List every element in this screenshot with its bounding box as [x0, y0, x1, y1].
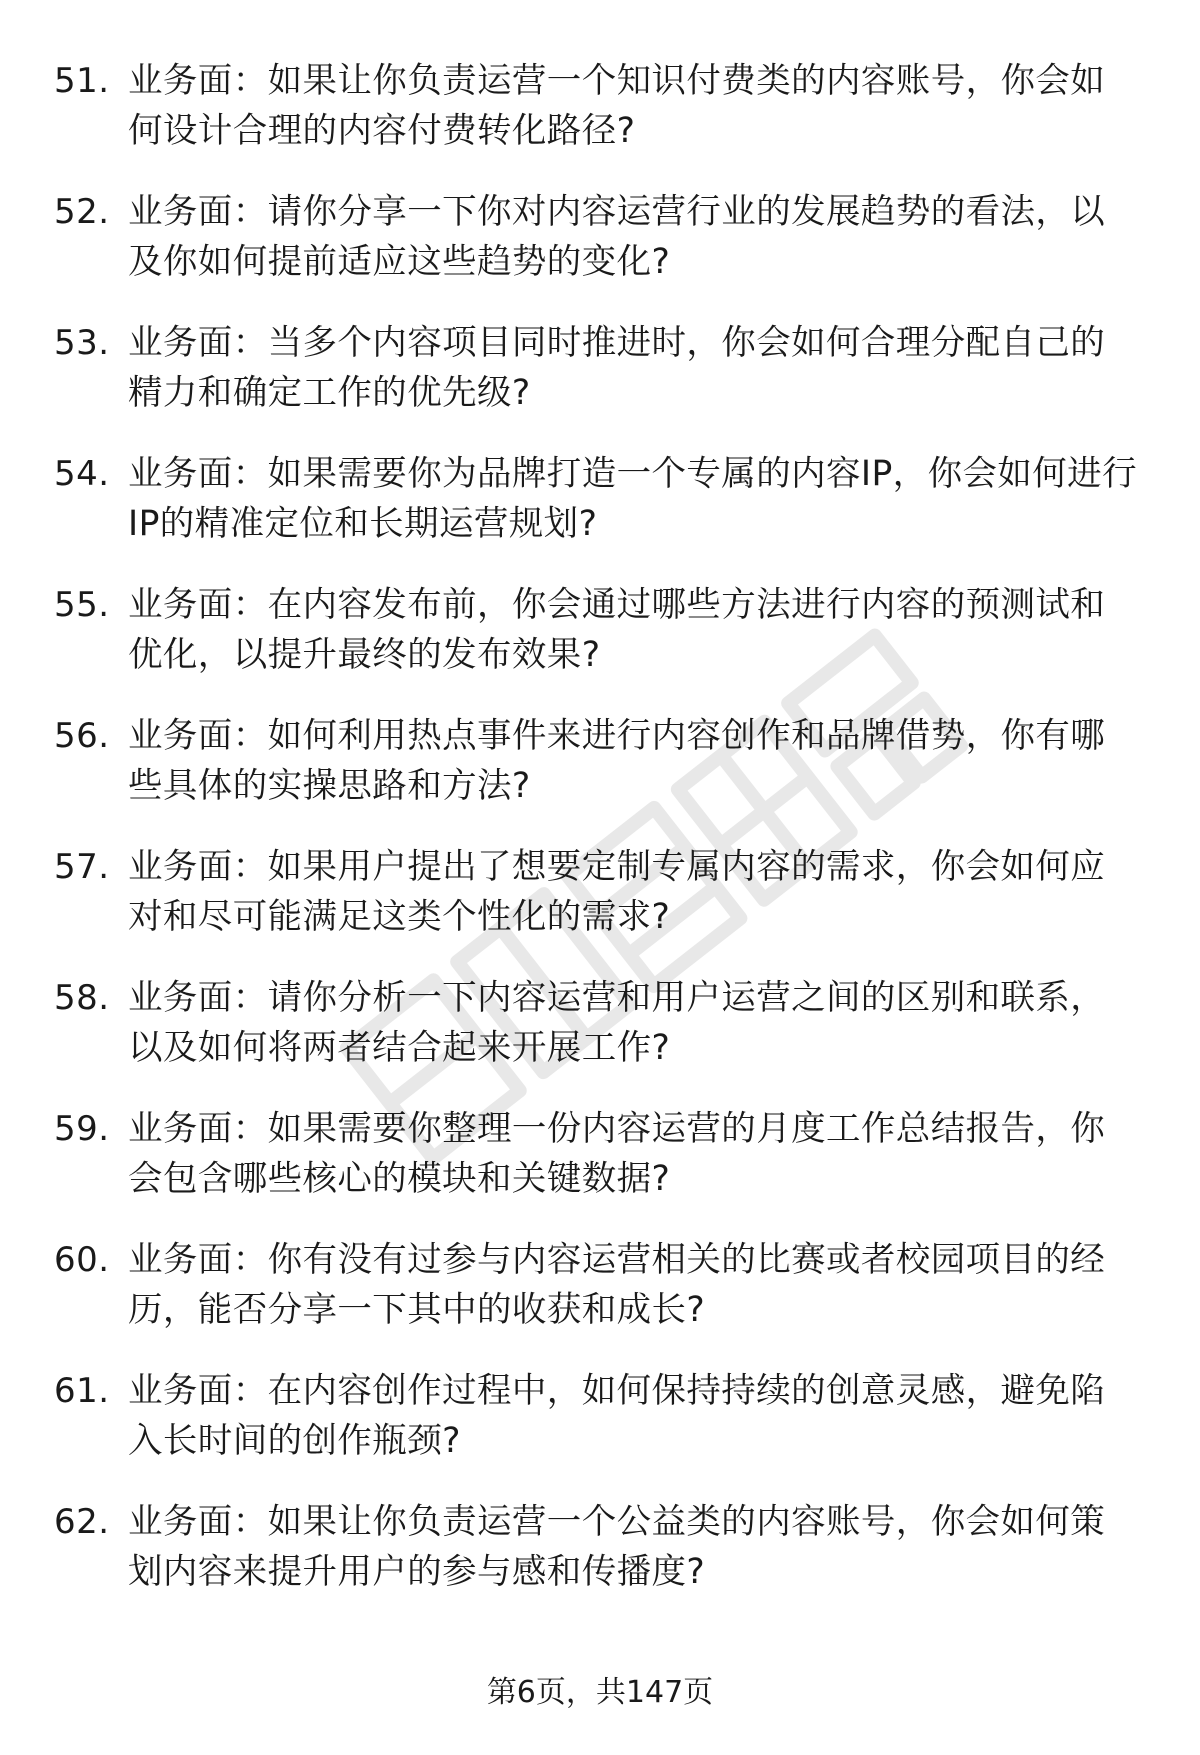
question-text: 业务面：在内容创作过程中，如何保持持续的创意灵感，避免陷入长时间的创作瓶颈? — [128, 1371, 1106, 1461]
question-item-54 — [0, 449, 1200, 580]
question-number: 52. — [54, 192, 110, 232]
question-number: 61. — [54, 1371, 110, 1411]
question-number: 53. — [54, 323, 110, 363]
question-text: 业务面：在内容发布前，你会通过哪些方法进行内容的预测试和优化，以提升最终的发布效果? — [128, 585, 1106, 675]
question-item-51 — [0, 56, 1200, 187]
question-item-59 — [0, 1104, 1200, 1235]
question-text: 业务面：你有没有过参与内容运营相关的比赛或者校园项目的经历，能否分享一下其中的收获和成长? — [128, 1240, 1106, 1330]
question-list — [0, 56, 1200, 1628]
question-item-58 — [0, 973, 1200, 1104]
question-number: 54. — [54, 454, 110, 494]
question-text: 业务面：如果需要你为品牌打造一个专属的内容IP，你会如何进行IP的精准定位和长期运营规划? — [128, 454, 1137, 544]
question-number: 60. — [54, 1240, 110, 1280]
question-text: 业务面：请你分析一下内容运营和用户运营之间的区别和联系，以及如何将两者结合起来开展工作? — [128, 978, 1106, 1068]
page-footer — [0, 1673, 1200, 1713]
question-item-62 — [0, 1497, 1200, 1628]
question-number: 58. — [54, 978, 110, 1018]
question-number: 55. — [54, 585, 110, 625]
question-item-60 — [0, 1235, 1200, 1366]
question-item-53 — [0, 318, 1200, 449]
question-text: 业务面：请你分享一下你对内容运营行业的发展趋势的看法，以及你如何提前适应这些趋势的变化? — [128, 192, 1106, 282]
question-item-57 — [0, 842, 1200, 973]
question-item-56 — [0, 711, 1200, 842]
question-text: 业务面：如何利用热点事件来进行内容创作和品牌借势，你有哪些具体的实操思路和方法? — [128, 716, 1106, 806]
question-number: 59. — [54, 1109, 110, 1149]
question-text: 业务面：如果需要你整理一份内容运营的月度工作总结报告，你会包含哪些核心的模块和关键数据? — [128, 1109, 1106, 1199]
question-text: 业务面：如果让你负责运营一个公益类的内容账号，你会如何策划内容来提升用户的参与感和传播度? — [128, 1502, 1106, 1592]
question-text: 业务面：当多个内容项目同时推进时，你会如何合理分配自己的精力和确定工作的优先级? — [128, 323, 1106, 413]
question-item-52 — [0, 187, 1200, 318]
question-number: 57. — [54, 847, 110, 887]
question-number: 62. — [54, 1502, 110, 1542]
question-item-61 — [0, 1366, 1200, 1497]
question-number: 56. — [54, 716, 110, 756]
question-item-55 — [0, 580, 1200, 711]
page-number-label: 第6页，共147页 — [486, 1675, 714, 1710]
question-number: 51. — [54, 61, 110, 101]
question-text: 业务面：如果用户提出了想要定制专属内容的需求，你会如何应对和尽可能满足这类个性化的需求? — [128, 847, 1106, 937]
question-text: 业务面：如果让你负责运营一个知识付费类的内容账号，你会如何设计合理的内容付费转化路径? — [128, 61, 1106, 151]
